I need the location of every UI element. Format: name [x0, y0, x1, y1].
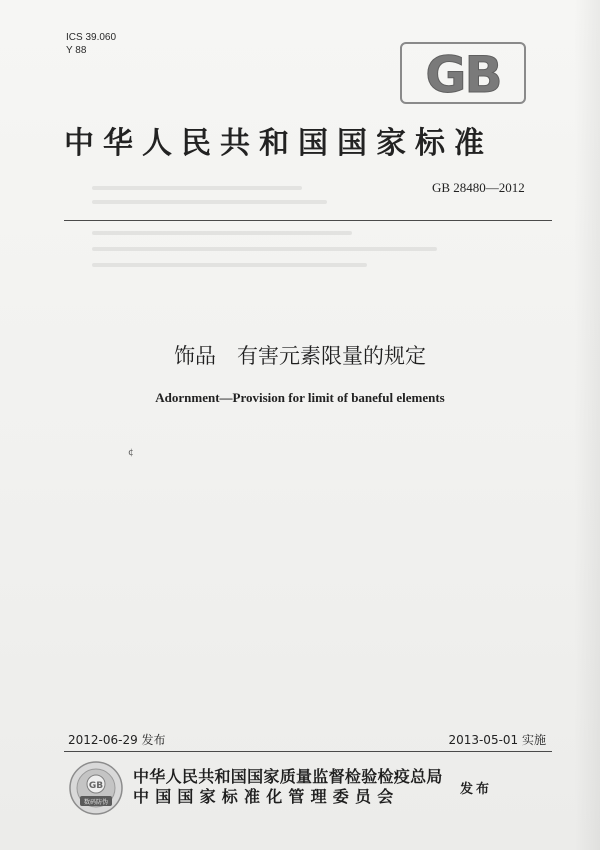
issue-date: 2012-06-29 发布 [68, 733, 166, 747]
bleed-through-mark [92, 200, 327, 204]
publish-label: 发布 [460, 782, 493, 797]
bleed-through-mark [92, 186, 302, 190]
issuer-aqsiq: 中华人民共和国国家质量监督检验检疫总局 [133, 767, 443, 786]
bleed-through-mark [92, 247, 437, 251]
seal-caption: 数码防伪 [83, 799, 109, 806]
anti-counterfeit-seal-icon [68, 760, 124, 816]
gb-logo-icon [400, 42, 526, 104]
implementation-date: 2013-05-01 实施 [448, 733, 546, 747]
footer-divider [64, 751, 552, 752]
bleed-through-mark [92, 231, 352, 235]
ccs-code: Y 88 [66, 45, 87, 56]
bleed-through-mark [92, 263, 367, 267]
chinese-title: 饰品 有害元素限量的规定 [174, 344, 426, 368]
gb-logo-text: GB [425, 46, 501, 104]
standard-type-heading: 中华人民共和国国家标准 [64, 126, 493, 161]
issuing-authorities [133, 767, 443, 807]
classification-codes [66, 31, 116, 57]
page-edge-shadow [574, 0, 600, 850]
english-title: Adornment—Provision for limit of baneful elements [155, 390, 445, 405]
standard-number: GB 28480—2012 [432, 180, 525, 195]
svg-text:GB: GB [88, 781, 104, 791]
header-divider [64, 220, 552, 221]
ics-code: ICS 39.060 [66, 32, 117, 43]
issuer-sac: 中国国家标准化管理委员会 [133, 787, 400, 806]
paper-speck: ¢ [128, 448, 134, 458]
